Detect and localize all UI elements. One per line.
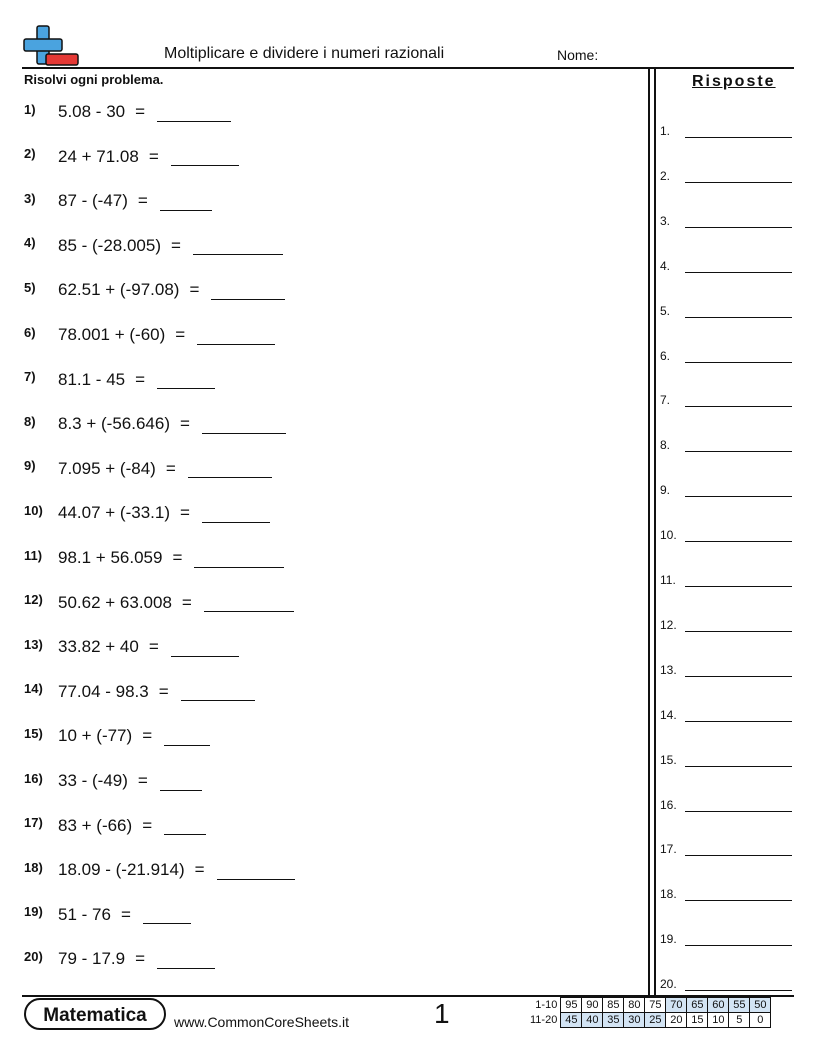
answer-blank[interactable] xyxy=(143,905,191,924)
answer-underline xyxy=(685,137,792,138)
answer-underline xyxy=(685,272,792,273)
answer-number: 7. xyxy=(660,393,671,408)
equals-sign: = xyxy=(180,414,190,434)
problem-expression: 51 - 76 xyxy=(58,904,111,924)
problem-number: 17) xyxy=(24,815,43,831)
problem-item xyxy=(24,234,283,258)
problem-expression: 44.07 + (-33.1) xyxy=(58,503,170,523)
answer-underline xyxy=(685,990,792,991)
problem-number: 4) xyxy=(24,235,36,251)
problem-item xyxy=(24,412,286,436)
answer-number: 14. xyxy=(660,707,677,722)
answer-underline xyxy=(685,317,792,318)
problem-item xyxy=(24,769,202,793)
problem-number: 16) xyxy=(24,770,43,786)
answer-underline xyxy=(685,227,792,228)
answer-underline xyxy=(685,811,792,812)
page-number: 1 xyxy=(434,998,450,1029)
answer-line[interactable] xyxy=(660,928,792,946)
problem-number: 14) xyxy=(24,681,43,697)
instructions: Risolvi ogni problema. xyxy=(24,72,164,87)
answer-number: 3. xyxy=(660,213,671,228)
problem-number: 7) xyxy=(24,369,36,385)
answer-line[interactable] xyxy=(660,614,792,632)
answer-blank[interactable] xyxy=(197,326,275,345)
problem-number: 13) xyxy=(24,636,43,652)
answer-blank[interactable] xyxy=(164,727,210,746)
problem-expression: 83 + (-66) xyxy=(58,815,133,835)
answer-line[interactable] xyxy=(660,704,792,722)
answer-column-divider xyxy=(654,68,656,995)
problem-item xyxy=(24,947,215,971)
score-cell: 50 xyxy=(750,998,771,1013)
site-url[interactable]: www.CommonCoreSheets.it xyxy=(174,1014,350,1030)
answer-number: 20. xyxy=(660,977,677,992)
answer-blank[interactable] xyxy=(204,593,294,612)
answer-line[interactable] xyxy=(660,120,792,138)
problem-expression: 81.1 - 45 xyxy=(58,369,126,389)
answer-number: 9. xyxy=(660,483,671,498)
problem-number: 11) xyxy=(24,547,43,563)
score-row-label: 11-20 xyxy=(530,1014,558,1026)
score-cell: 70 xyxy=(666,998,687,1013)
answer-line[interactable] xyxy=(660,749,792,767)
plus-horizontal-bar xyxy=(24,39,62,51)
equals-sign: = xyxy=(171,235,181,255)
problem-item xyxy=(24,278,285,302)
equals-sign: = xyxy=(142,726,153,746)
score-cell: 5 xyxy=(729,1013,750,1028)
score-cell: 25 xyxy=(645,1013,666,1028)
answer-blank[interactable] xyxy=(202,504,270,523)
problem-expression: 7.095 + (-84) xyxy=(58,458,156,478)
problem-item xyxy=(24,145,239,169)
problem-expression: 8.3 + (-56.646) xyxy=(58,414,170,434)
score-cell: 0 xyxy=(750,1013,771,1028)
answer-line[interactable] xyxy=(660,165,792,183)
score-cell: 60 xyxy=(708,998,729,1013)
problem-expression: 33 - (-49) xyxy=(58,771,128,790)
answer-line[interactable] xyxy=(660,300,792,318)
problem-item xyxy=(24,546,284,570)
answer-number: 19. xyxy=(660,932,677,947)
answer-blank[interactable] xyxy=(194,549,284,568)
answer-line[interactable] xyxy=(660,210,792,228)
score-table xyxy=(528,997,771,1028)
worksheet-title: Moltiplicare e dividere i numeri razionali xyxy=(164,45,445,62)
answer-number: 13. xyxy=(660,662,677,677)
problem-expression: 24 + 71.08 xyxy=(58,146,139,166)
problem-item xyxy=(24,501,270,525)
problem-number: 20) xyxy=(24,948,43,964)
problem-number: 10) xyxy=(24,502,43,518)
problem-number: 8) xyxy=(24,413,36,429)
problem-item xyxy=(24,100,231,124)
problem-number: 18) xyxy=(24,859,43,875)
score-cell: 15 xyxy=(687,1013,708,1028)
answer-number: 6. xyxy=(660,348,671,363)
answer-number: 11. xyxy=(660,573,676,587)
answers-title: Risposte xyxy=(692,73,776,90)
answer-line[interactable] xyxy=(660,255,792,273)
answer-underline xyxy=(685,676,792,677)
answer-underline xyxy=(685,451,792,452)
score-cell: 95 xyxy=(561,998,582,1013)
answer-underline xyxy=(685,900,792,901)
problem-expression: 33.82 + 40 xyxy=(58,637,139,657)
answer-line[interactable] xyxy=(660,345,792,363)
answer-number: 12. xyxy=(660,617,677,632)
problem-expression: 77.04 - 98.3 xyxy=(58,681,149,701)
answer-underline xyxy=(685,496,792,497)
answer-blank[interactable] xyxy=(188,459,272,478)
answer-underline xyxy=(685,541,792,542)
equals-sign: = xyxy=(181,592,192,612)
answer-blank[interactable] xyxy=(164,816,206,835)
answer-blank[interactable] xyxy=(181,682,255,701)
answer-underline xyxy=(685,406,792,407)
score-cell: 65 xyxy=(687,998,708,1013)
answer-line[interactable] xyxy=(660,794,792,812)
score-cell: 55 xyxy=(729,998,750,1013)
score-row xyxy=(528,1013,771,1028)
score-cell: 30 xyxy=(624,1013,645,1028)
problem-item xyxy=(24,457,272,481)
problem-number: 15) xyxy=(24,725,43,741)
equals-sign: = xyxy=(142,815,153,835)
problem-expression: 78.001 + (-60) xyxy=(58,325,166,344)
problem-number: 3) xyxy=(24,190,36,206)
equals-sign: = xyxy=(189,280,200,300)
answer-number: 2. xyxy=(660,168,671,183)
answer-line[interactable] xyxy=(660,838,792,856)
equals-sign: = xyxy=(175,325,186,344)
answer-number: 1. xyxy=(660,124,671,138)
score-cell: 85 xyxy=(603,998,624,1013)
score-cell: 20 xyxy=(666,1013,687,1028)
equals-sign: = xyxy=(158,681,169,701)
answer-number: 15. xyxy=(660,752,677,767)
answer-number: 17. xyxy=(660,842,677,857)
problem-item xyxy=(24,680,255,704)
equals-sign: = xyxy=(137,771,148,790)
answer-blank[interactable] xyxy=(157,103,231,122)
answer-underline xyxy=(685,855,792,856)
problem-expression: 18.09 - (-21.914) xyxy=(58,860,185,880)
problem-expression: 85 - (-28.005) xyxy=(58,235,161,255)
answer-number: 16. xyxy=(660,797,677,812)
minus-bar xyxy=(46,54,78,65)
answer-blank[interactable] xyxy=(157,950,215,969)
header-divider xyxy=(22,67,794,69)
equals-sign: = xyxy=(172,548,183,567)
problem-number: 2) xyxy=(24,146,36,162)
answer-underline xyxy=(685,362,792,363)
answer-blank[interactable] xyxy=(211,281,285,300)
answer-underline xyxy=(685,945,792,946)
answer-blank[interactable] xyxy=(160,772,202,791)
answer-line[interactable] xyxy=(660,389,792,407)
answer-line[interactable] xyxy=(660,479,792,497)
equals-sign: = xyxy=(135,949,146,969)
score-cell: 35 xyxy=(603,1013,624,1028)
problem-expression: 50.62 + 63.008 xyxy=(58,592,172,612)
score-cell: 45 xyxy=(561,1013,582,1028)
problem-expression: 62.51 + (-97.08) xyxy=(58,280,180,300)
answer-underline xyxy=(685,182,792,183)
answer-line[interactable] xyxy=(660,434,792,452)
answer-number: 5. xyxy=(660,303,671,318)
equals-sign: = xyxy=(135,102,146,121)
score-row-label: 1-10 xyxy=(535,999,558,1011)
equals-sign: = xyxy=(165,458,176,478)
equals-sign: = xyxy=(148,637,159,657)
score-cell: 80 xyxy=(624,998,645,1013)
equals-sign: = xyxy=(148,146,159,166)
plus-minus-logo-icon xyxy=(22,24,80,68)
answer-line[interactable] xyxy=(660,569,792,587)
answer-underline xyxy=(685,766,792,767)
brand-badge: Matematica xyxy=(24,998,166,1030)
score-cell: 40 xyxy=(582,1013,603,1028)
problem-number: 1) xyxy=(24,101,36,117)
answer-number: 10. xyxy=(660,528,677,543)
problem-item xyxy=(24,724,210,748)
name-label: Nome: xyxy=(557,47,599,63)
problem-item xyxy=(24,814,206,838)
problem-number: 6) xyxy=(24,324,36,340)
answer-blank[interactable] xyxy=(202,415,286,434)
problem-expression: 98.1 + 56.059 xyxy=(58,548,163,567)
answer-column-divider xyxy=(648,68,650,995)
answer-number: 8. xyxy=(660,438,671,453)
answer-blank[interactable] xyxy=(157,370,215,389)
answer-underline xyxy=(685,721,792,722)
answer-underline xyxy=(685,631,792,632)
answer-number: 4. xyxy=(660,258,671,273)
answer-line[interactable] xyxy=(660,524,792,542)
score-cell: 10 xyxy=(708,1013,729,1028)
answer-blank[interactable] xyxy=(171,147,239,166)
problem-item xyxy=(24,858,295,882)
problem-expression: 10 + (-77) xyxy=(58,726,133,746)
answer-blank[interactable] xyxy=(217,861,295,880)
answer-number: 18. xyxy=(660,887,677,902)
problem-expression: 79 - 17.9 xyxy=(58,949,126,969)
score-cell: 75 xyxy=(645,998,666,1013)
problem-number: 19) xyxy=(24,904,43,920)
answer-underline xyxy=(685,586,792,587)
equals-sign: = xyxy=(120,904,131,924)
equals-sign: = xyxy=(135,369,146,389)
answer-blank[interactable] xyxy=(193,236,283,255)
score-row xyxy=(528,998,771,1013)
answer-line[interactable] xyxy=(660,883,792,901)
problem-number: 12) xyxy=(24,592,43,608)
answer-line[interactable] xyxy=(660,973,792,991)
problem-expression: 87 - (-47) xyxy=(58,191,128,211)
equals-sign: = xyxy=(194,860,205,880)
problem-expression: 5.08 - 30 xyxy=(58,102,126,121)
problem-number: 9) xyxy=(24,458,36,474)
problem-item xyxy=(24,189,212,213)
answer-line[interactable] xyxy=(660,659,792,677)
problem-item xyxy=(24,323,275,347)
equals-sign: = xyxy=(137,191,148,211)
problem-number: 5) xyxy=(24,279,36,295)
problem-item xyxy=(24,903,191,927)
answer-blank[interactable] xyxy=(160,192,212,211)
equals-sign: = xyxy=(180,503,190,523)
answer-blank[interactable] xyxy=(171,638,239,657)
problem-item xyxy=(24,591,294,615)
problem-item xyxy=(24,368,215,392)
problem-item xyxy=(24,635,239,659)
score-cell: 90 xyxy=(582,998,603,1013)
